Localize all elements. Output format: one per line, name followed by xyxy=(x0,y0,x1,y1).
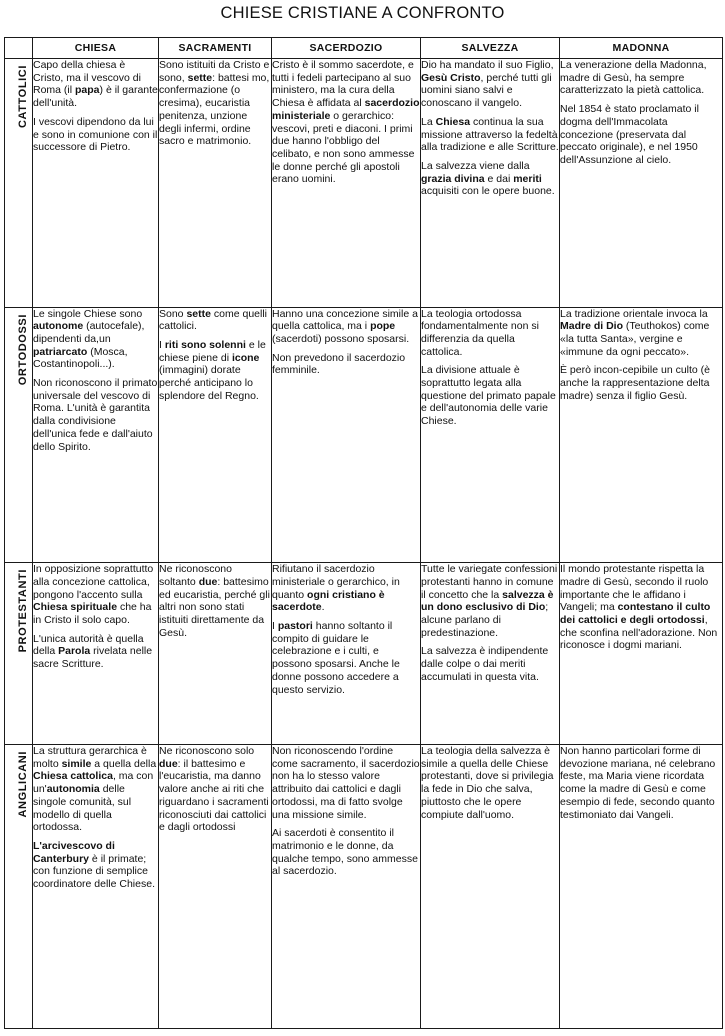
row-header-protestanti xyxy=(5,563,33,745)
cell-paragraph: Capo della chiesa è Cristo, ma il vescovo di Roma (il papa) è il garante dell'unità. xyxy=(33,59,158,110)
cell-cattolici-madonna xyxy=(560,59,723,308)
cell-protestanti-chiesa xyxy=(33,563,159,745)
cell-paragraph: Non prevedono il sacerdozio femminile. xyxy=(272,351,406,377)
cell-paragraph: Le singole Chiese sono autonome (autocefale), dipendenti da,un patriarcato (Mosca, Costantinopoli...). xyxy=(33,307,145,371)
column-header-sacramenti: SACRAMENTI xyxy=(159,38,272,59)
row-label: PROTESTANTI xyxy=(17,569,29,653)
cell-anglicani-salvezza xyxy=(421,745,560,1029)
cell-cattolici-chiesa xyxy=(33,59,159,308)
cell-paragraph: La salvezza viene dalla grazia divina e dai meriti acquisiti con le opere buone. xyxy=(421,159,555,198)
column-header-chiesa: CHIESA xyxy=(33,38,159,59)
cell-anglicani-sacerdozio xyxy=(272,745,421,1029)
cell-paragraph: Il mondo protestante rispetta la madre di Gesù, secondo il ruolo importante che le affidano i Vangeli; ma contestano il culto dei cattolici e degli ortodossi, che sconfina nell'adorazione. Non riconosce i dogmi mariani. xyxy=(560,563,718,652)
row-label: CATTOLICI xyxy=(17,65,29,129)
cell-paragraph: I pastori hanno soltanto il compito di guidare le celebrazione e i culti, e possono sposarsi. Anche le donne possono accedere a questo servizio. xyxy=(272,620,400,696)
cell-paragraph: Non hanno particolari forme di devozione mariana, né celebrano feste, ma Maria viene ricordata come la madre di Gesù e come esempio di fede, secondo quanto testimoniato dai Vangeli. xyxy=(560,745,716,821)
cell-ortodossi-sacramenti xyxy=(159,307,272,563)
cell-paragraph: La salvezza è indipendente dalle colpe o dai meriti accumulati in questa vita. xyxy=(421,645,549,683)
cell-paragraph: Non riconoscendo l'ordine come sacramento, il sacerdozio non ha lo stesso valore attribuito dai cattolici e dagli ortodossi, ma di fatto svolge una missione simile. xyxy=(272,745,420,821)
cell-ortodossi-chiesa xyxy=(33,307,159,563)
cell-paragraph: Dio ha mandato il suo Figlio, Gesù Cristo, perché tutti gli uomini siano salvi e conoscano il vangelo. xyxy=(421,59,554,110)
cell-anglicani-madonna xyxy=(560,745,723,1029)
cell-protestanti-sacramenti xyxy=(159,563,272,745)
cell-paragraph: Ne riconoscono soltanto due: battesimo ed eucaristia, perché gli altri non sono stati istituiti direttamente da Gesù. xyxy=(159,563,270,639)
cell-paragraph: Ai sacerdoti è consentito il matrimonio e le donne, da qualche tempo, sono ammesse al sacerdozio. xyxy=(272,827,418,878)
cell-paragraph: La Chiesa continua la sua missione attraverso la fedeltà alla tradizione e alle Scritture. xyxy=(421,115,559,154)
cell-paragraph: Tutte le variegate confessioni protestanti hanno in comune il concetto che la salvezza è un dono esclusivo di Dio; alcune parlano di predestinazione. xyxy=(421,563,558,639)
cell-paragraph: Cristo è il sommo sacerdote, e tutti i fedeli partecipano al suo ministero, ma la cura della Chiesa è affidata al sacerdozio ministeriale o gerarchico: vescovi, preti e diaconi. I primi due hanno l'obbligo del celibato, e non sono ammesse le donne perché gli apostoli erano uomini. xyxy=(272,59,420,186)
cell-paragraph: Rifiutano il sacerdozio ministeriale o gerarchico, in quanto ogni cristiano è sacerdote. xyxy=(272,563,400,614)
cell-paragraph: Nel 1854 è stato proclamato il dogma dell'Immacolata concezione (preservata dal peccato originale), e nel 1950 dell'Assunzione al cielo. xyxy=(560,103,699,166)
column-header-madonna: MADONNA xyxy=(560,38,723,59)
cell-paragraph: La tradizione orientale invoca la Madre di Dio (Teuthokos) come «la tutta Santa», vergine e «immune da ogni peccato». xyxy=(560,307,710,358)
row-header-ortodossi xyxy=(5,307,33,563)
comparison-table xyxy=(4,37,723,1029)
cell-paragraph: La teologia della salvezza è simile a quella delle Chiese protestanti, dove si privilegia la fede in Dio che salva, piuttosto che le opere compiute dall'uomo. xyxy=(421,745,554,821)
cell-paragraph: L'unica autorità è quella della Parola rivelata nelle sacre Scritture. xyxy=(33,632,153,671)
page-title: CHIESE CRISTIANE A CONFRONTO xyxy=(220,4,505,22)
cell-paragraph: Sono istituiti da Cristo e sono, sette: battesi mo, confermazione (o cresima), eucaristia penitenza, unzione degli infermi, ordine sacro e matrimonio. xyxy=(159,59,270,148)
cell-protestanti-sacerdozio xyxy=(272,563,421,745)
cell-ortodossi-salvezza xyxy=(421,307,560,563)
row-header-anglicani xyxy=(5,745,33,1029)
table-row-anglicani xyxy=(5,745,723,1029)
table-row-cattolici xyxy=(5,59,723,308)
cell-paragraph: Non riconoscono il primato universale del vescovo di Roma. L'unità è garantita dalla condivisione dell'unica fede e dall'aiuto dello Spirito. xyxy=(33,377,158,453)
corner-cell xyxy=(5,38,33,59)
row-label: ANGLICANI xyxy=(17,751,29,818)
cell-paragraph: Sono sette come quelli cattolici. xyxy=(159,307,267,333)
cell-paragraph: I riti sono solenni e le chiese piene di icone (immagini) dorate perché anticipano lo splendore del Regno. xyxy=(159,338,266,402)
cell-paragraph: I vescovi dipendono da lui e sono in comunione con il successore di Pietro. xyxy=(33,115,158,154)
row-header-cattolici xyxy=(5,59,33,308)
column-header-sacerdozio: SACERDOZIO xyxy=(272,38,421,59)
table-row-protestanti xyxy=(5,563,723,745)
cell-paragraph: È però incon-cepibile un culto (è anche la rappresentazione delta madre) senza il figlio Gesù. xyxy=(560,364,711,402)
cell-anglicani-chiesa xyxy=(33,745,159,1029)
cell-ortodossi-madonna xyxy=(560,307,723,563)
cell-paragraph: La venerazione della Madonna, madre di Gesù, ha sempre caratterizzato la pietà cattolica. xyxy=(560,59,707,97)
cell-paragraph: L'arcivescovo di Canterbury è il primate; con funzione di semplice coordinatore delle Chiese. xyxy=(33,839,155,891)
column-header-salvezza: SALVEZZA xyxy=(421,38,560,59)
cell-paragraph: Hanno una concezione simile a quella cattolica, ma i pope (sacerdoti) possono sposarsi. xyxy=(272,307,418,345)
cell-paragraph: La struttura gerarchica è molto simile a quella della Chiesa cattolica, ma con un'autonomia delle singole comunità, sul modello di quella ortodossa. xyxy=(33,745,157,834)
cell-paragraph: La divisione attuale è soprattutto legata alla questione del primato papale e dell'autonomia delle varie Chiese. xyxy=(421,364,556,428)
cell-cattolici-sacramenti xyxy=(159,59,272,308)
cell-paragraph: Ne riconoscono solo due: il battesimo e l'eucaristia, ma danno valore anche ai riti che riguardano i sacramenti riconosciuti dai cattolici e dagli ortodossi xyxy=(159,745,269,834)
cell-cattolici-salvezza xyxy=(421,59,560,308)
cell-paragraph: In opposizione soprattutto alla concezione cattolica, pongono l'accento sulla Chiesa spirituale che ha in Cristo il solo capo. xyxy=(33,563,154,626)
table-row-ortodossi xyxy=(5,307,723,563)
cell-protestanti-salvezza xyxy=(421,563,560,745)
cell-ortodossi-sacerdozio xyxy=(272,307,421,563)
cell-anglicani-sacramenti xyxy=(159,745,272,1029)
cell-paragraph: La teologia ortodossa fondamentalmente non si differenzia da quella cattolica. xyxy=(421,307,539,358)
header-row xyxy=(5,38,723,59)
cell-protestanti-madonna xyxy=(560,563,723,745)
row-label: ORTODOSSI xyxy=(17,313,29,385)
cell-cattolici-sacerdozio xyxy=(272,59,421,308)
